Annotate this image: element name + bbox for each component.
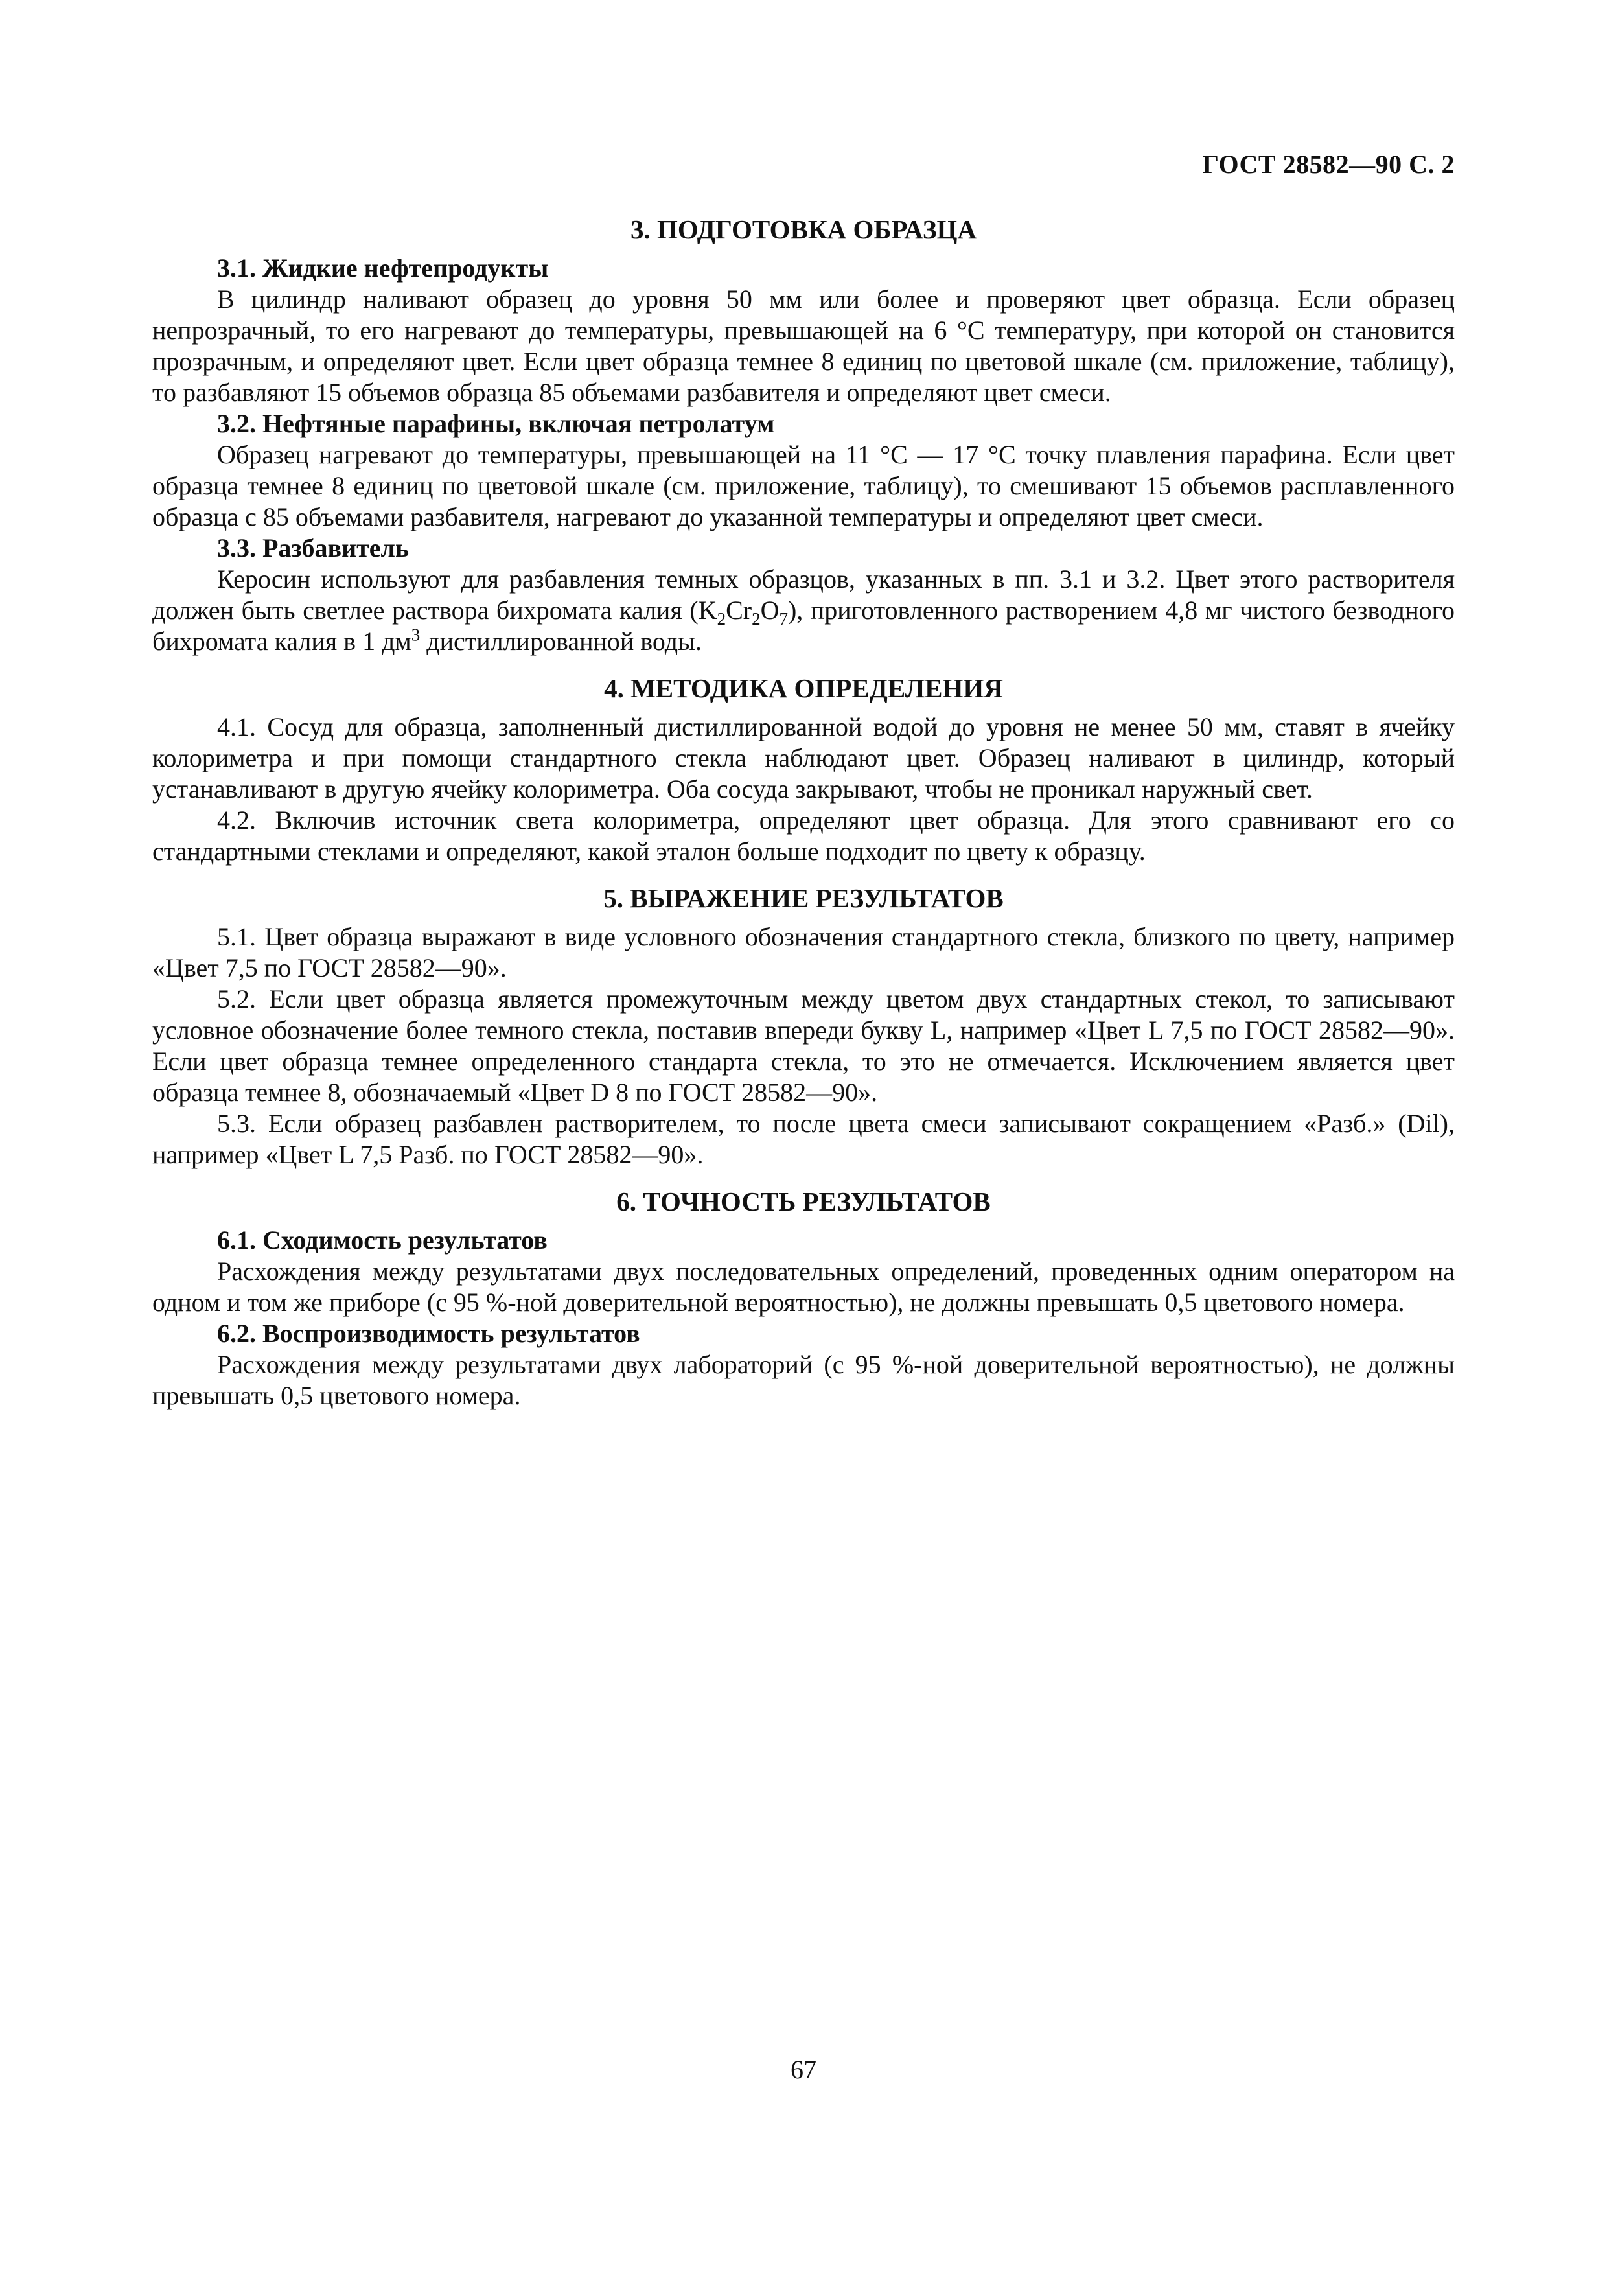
section-heading-6: 6. ТОЧНОСТЬ РЕЗУЛЬТАТОВ: [616, 1187, 991, 1216]
paragraph-3-2: Образец нагревают до температуры, превышающей на 11 °С — 17 °С точку плавления парафина. Если цвет образца темнее 8 единиц по цветовой шкале (см. приложение, таблицу), то смешивают 15 объемов расплавленного образца с 85 объемами разбавителя, нагревают до указанной температуры и определяют цвет смеси.: [152, 440, 1455, 531]
paragraph-5-1: 5.1. Цвет образца выражают в виде условного обозначения стандартного стекла, близкого по цвету, например «Цвет 7,5 по ГОСТ 28582—90».: [152, 922, 1455, 982]
paragraph-3-3-text-start: Керосин используют для разбавления темных образцов, указанных в пп. 3.1 и 3.2. Цвет этого растворителя должен быть светлее раствора бихромата калия (: [152, 564, 1455, 625]
paragraph-4-2: 4.2. Включив источник света колориметра, определяют цвет образца. Для этого сравнивают его со стандартными стеклами и определяют, какой эталон больше подходит по цвету к образцу.: [152, 806, 1455, 866]
section-heading-5: 5. ВЫРАЖЕНИЕ РЕЗУЛЬТАТОВ: [603, 883, 1004, 913]
formula-element-cr: Cr: [726, 596, 752, 625]
document-body: [152, 214, 1455, 1411]
paragraph-5-2: 5.2. Если цвет образца является промежуточным между цветом двух стандартных стекол, то записывают условное обозначение более темного стекла, поставив впереди букву L, например «Цвет L 7,5 по ГОСТ 28582—90». Если цвет образца темнее определенного стандарта стекла, то это не отмечается. Исключением является цвет образца темнее 8, обозначаемый «Цвет D 8 по ГОСТ 28582—90».: [152, 984, 1455, 1107]
running-header: ГОСТ 28582—90 С. 2: [1202, 150, 1455, 179]
paragraph-6-2: Расхождения между результатами двух лабораторий (с 95 %-ной доверительной вероятностью), не должны превышать 0,5 цветового номера.: [152, 1350, 1455, 1410]
chemical-formula: [698, 596, 788, 629]
section-heading-4: 4. МЕТОДИКА ОПРЕДЕЛЕНИЯ: [604, 673, 1003, 703]
subsection-heading-6-2: 6.2. Воспроизводимость результатов: [217, 1319, 640, 1348]
paragraph-4-1: 4.1. Сосуд для образца, заполненный дистиллированной водой до уровня не менее 50 мм, ставят в ячейку колориметра и при помощи стандартного стекла наблюдают цвет. Образец наливают в цилиндр, который устанавливают в другую ячейку колориметра. Оба сосуда закрывают, чтобы не проникал наружный свет.: [152, 712, 1455, 804]
subsection-heading-3-3: 3.3. Разбавитель: [217, 533, 410, 562]
paragraph-3-3: [152, 564, 1455, 657]
paragraph-3-3-text-end: дистиллированной воды.: [420, 627, 702, 656]
paragraph-3-1: В цилиндр наливают образец до уровня 50 мм или более и проверяют цвет образца. Если образец непрозрачный, то его нагревают до температуры, превышающей на 6 °С температуру, при которой он становится прозрачным, и определяют цвет. Если цвет образца темнее 8 единиц по цветовой шкале (см. приложение, таблицу), то разбавляют 15 объемов образца 85 объемами разбавителя и определяют цвет смеси.: [152, 284, 1455, 407]
subsection-heading-3-1: 3.1. Жидкие нефтепродукты: [217, 253, 549, 283]
formula-element-o: O: [760, 596, 780, 625]
subsection-heading-6-1: 6.1. Сходимость результатов: [217, 1225, 548, 1255]
subsection-heading-3-2: 3.2. Нефтяные парафины, включая петролатум: [217, 409, 775, 438]
formula-element-k: K: [698, 596, 717, 625]
paragraph-6-1: Расхождения между результатами двух последовательных определений, проведенных одним оператором на одном и том же приборе (с 95 %-ной доверительной вероятностью), не должны превышать 0,5 цветового номера.: [152, 1257, 1455, 1317]
paragraph-5-3: 5.3. Если образец разбавлен растворителем, то после цвета смеси записывают сокращением «Разб.» (Dil), например «Цвет L 7,5 Разб. по ГОСТ 28582—90».: [152, 1109, 1455, 1169]
formula-subscript-k: 2: [717, 609, 726, 629]
paragraph-3-3-text-middle: ), приготовленного растворением 4,8 мг чистого безводного бихромата калия в 1 дм: [152, 596, 1455, 656]
unit-superscript: 3: [411, 625, 421, 645]
formula-subscript-cr: 2: [752, 609, 761, 629]
page-number: 67: [791, 2055, 816, 2084]
formula-subscript-o: 7: [779, 609, 788, 629]
section-heading-3: 3. ПОДГОТОВКА ОБРАЗЦА: [630, 215, 977, 244]
